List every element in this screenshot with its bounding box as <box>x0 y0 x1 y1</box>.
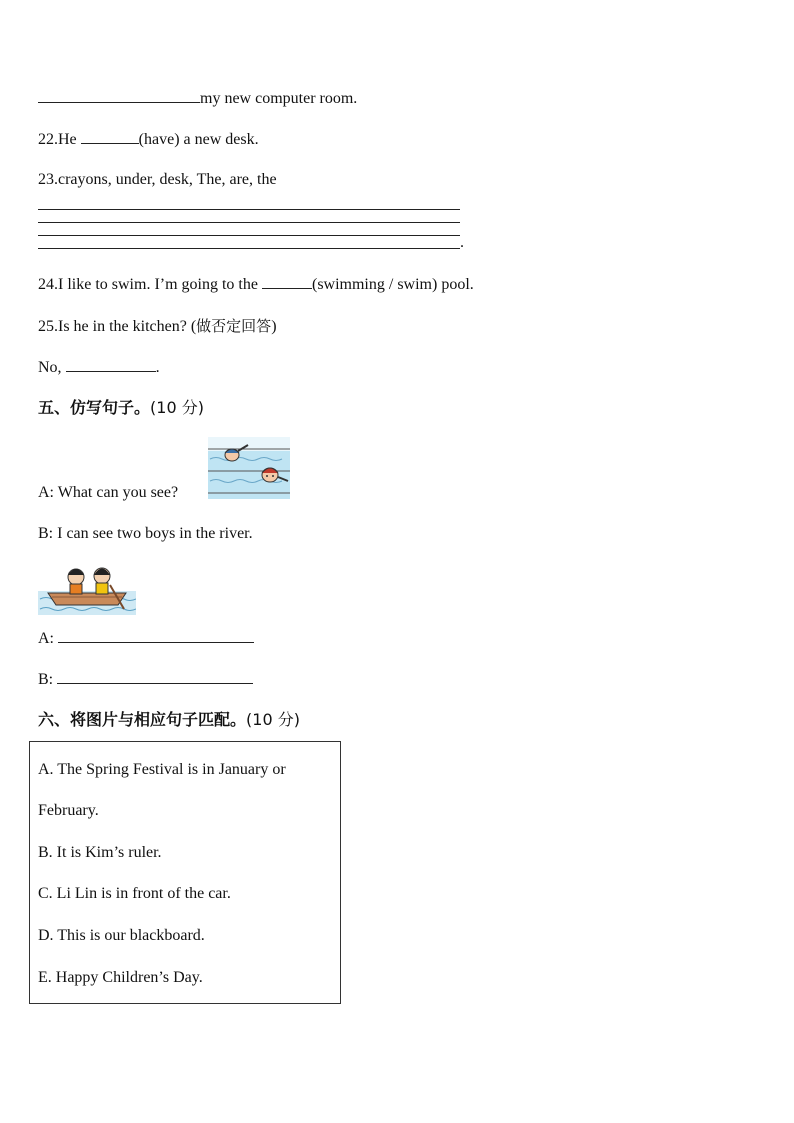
answer-blank-b[interactable] <box>57 669 253 684</box>
question-25-answer-post: . <box>155 359 160 376</box>
question-21 <box>38 88 357 109</box>
question-25 <box>38 316 277 337</box>
question-21-text: my new computer room. <box>200 90 358 107</box>
answer-blank-25[interactable] <box>66 357 156 372</box>
answer-blank-24[interactable] <box>262 274 312 289</box>
section-5-heading <box>38 398 204 418</box>
section-5-title: 五、仿写句子。 <box>38 398 151 417</box>
question-23-words: crayons, under, desk, The, are, the <box>58 171 277 188</box>
question-25-answer-pre: No, <box>38 359 66 376</box>
answer-line-23-3[interactable] <box>38 235 460 236</box>
section-6-title: 六、将图片与相应句子匹配。 <box>38 710 247 729</box>
section-5-score: (10 分) <box>150 398 204 417</box>
option-b: B. It is Kim’s ruler. <box>38 844 162 861</box>
answer-blank-a[interactable] <box>58 628 254 643</box>
question-22 <box>38 129 259 150</box>
swimming-boys-picture <box>208 437 290 499</box>
example-question: A: What can you see? <box>38 484 179 501</box>
matching-options-box <box>29 741 341 1004</box>
answer-blank-21[interactable] <box>38 88 200 103</box>
question-24-pre: I like to swim. I’m going to the <box>58 276 262 293</box>
practice-b-label: B: <box>38 671 58 688</box>
option-e: E. Happy Children’s Day. <box>38 969 203 986</box>
option-c: C. Li Lin is in front of the car. <box>38 885 231 902</box>
practice-question-line <box>38 628 254 649</box>
option-a: A. The Spring Festival is in January or <box>38 761 286 778</box>
question-25-instruction: 做否定回答 <box>196 317 272 335</box>
practice-a-label: A: <box>38 630 58 647</box>
practice-answer-line <box>38 669 253 690</box>
question-23 <box>38 170 277 190</box>
option-a-continued: February. <box>38 802 99 819</box>
option-d: D. This is our blackboard. <box>38 927 205 944</box>
example-answer: B: I can see two boys in the river. <box>38 525 253 542</box>
section-6-heading <box>38 710 300 730</box>
answer-line-23-1[interactable] <box>38 209 460 210</box>
question-24-number: 24. <box>38 276 58 293</box>
question-25-number: 25. <box>38 318 58 335</box>
question-25-answer <box>38 357 160 378</box>
kids-in-boat-picture <box>38 563 136 615</box>
question-25-close: ) <box>271 318 277 335</box>
answer-blank-22[interactable] <box>81 129 139 144</box>
answer-line-23-2[interactable] <box>38 222 460 223</box>
answer-line-23-4[interactable] <box>38 248 460 249</box>
question-24-post: (swimming / swim) pool. <box>311 276 474 293</box>
question-23-number: 23. <box>38 171 58 188</box>
question-22-pre: He <box>58 131 81 148</box>
answer-line-23-period: . <box>460 234 464 251</box>
question-25-text: Is he in the kitchen? ( <box>58 318 197 335</box>
question-22-post: (have) a new desk. <box>138 131 259 148</box>
question-22-number: 22. <box>38 131 58 148</box>
question-24 <box>38 274 474 295</box>
section-6-score: (10 分) <box>246 710 300 729</box>
